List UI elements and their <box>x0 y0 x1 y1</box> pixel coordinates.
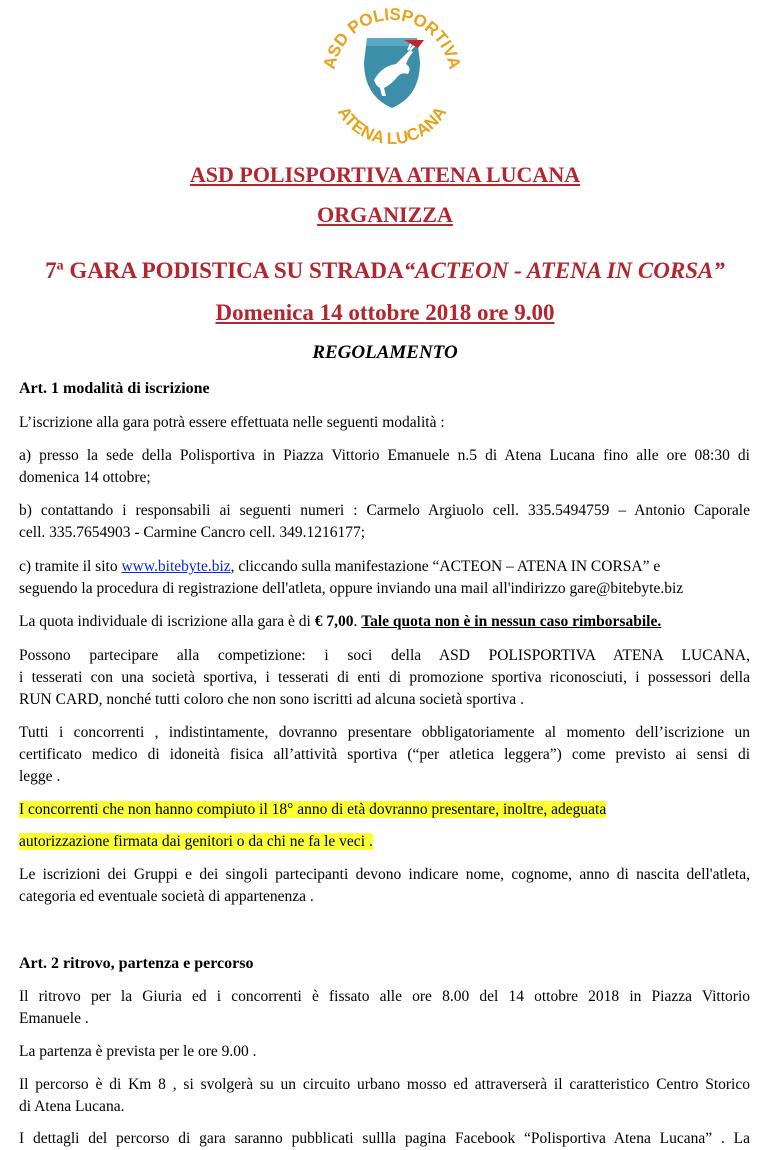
art2-percorso-line1: Il percorso è di Km 8 , si svolgerà su un circuito urbano mosso ed attraverserà il caratteristico Centro Storico <box>19 1076 750 1093</box>
organizza-heading: ORGANIZZA <box>317 202 453 227</box>
quota-prefix: La quota individuale di iscrizione alla gara è di <box>19 613 315 630</box>
art1-option-c-line2: seguendo la procedura di registrazione dell'atleta, oppure inviando una mail all'indirizzo gare@bitebyte.biz <box>19 580 684 597</box>
event-number: 7 <box>45 258 57 283</box>
svg-text:ASD POLISPORTIVA: ASD POLISPORTIVA <box>319 4 465 72</box>
art1-groups-line2: categoria ed eventuale società di appartenenza . <box>19 888 314 905</box>
art2-ritrovo-line2: Emanuele . <box>19 1010 89 1027</box>
art2-dettagli-line1: I dettagli del percorso di gara saranno pubblicati sullla pagina Facebook “Polisportiva Atena Lucana” . La <box>19 1130 750 1147</box>
art1-quota <box>19 611 750 633</box>
art1-certificate-line2: certificato medico di idoneità fisica all’attività sportiva (“per atletica leggera”) come previsto ai sensi di <box>19 746 750 763</box>
art1-option-a-line2: domenica 14 ottobre; <box>19 469 151 486</box>
art2-partenza: La partenza è prevista per le ore 9.00 . <box>19 1043 257 1060</box>
art1-option-c-line1 <box>19 556 750 578</box>
art1-groups-line1: Le iscrizioni dei Gruppi e dei singoli partecipanti devono indicare nome, cognome, anno di nascita dell'atleta, <box>19 866 750 883</box>
event-date-heading: Domenica 14 ottobre 2018 ore 9.00 <box>215 300 555 325</box>
art1-option-a-line1: a) presso la sede della Polisportiva in Piazza Vittorio Emanuele n.5 di Atena Lucana fino alle ore 08:30 di <box>19 447 750 464</box>
polisportiva-logo <box>312 0 472 146</box>
art1-minors-line2 <box>19 831 750 853</box>
quota-value: € 7,00 <box>314 613 354 630</box>
svg-text:ATENA LUCANA: ATENA LUCANA <box>333 103 451 146</box>
art1-option-b-line1: b) contattando i responsabili ai seguenti numeri : Carmelo Argiuolo cell. 335.5494759 – Antonio Caporale <box>19 502 750 519</box>
art1-title: Art. 1 modalità di iscrizione <box>19 380 210 397</box>
art1-participants-line2: i tesserati con una società sportiva, i tesserati di enti di promozione sportiva riconosciuti, i possessori della <box>19 669 750 686</box>
art1-certificate-line1: Tutti i concorrenti , indistintamente, dovranno presentare obbligatoriamente al momento dell’iscrizione un <box>19 724 750 741</box>
event-title: GARA PODISTICA SU STRADA <box>63 258 404 283</box>
event-name: “ACTEON - ATENA IN CORSA” <box>403 258 725 283</box>
quota-sep: . <box>353 613 362 630</box>
option-c-suffix: , cliccando sulla manifestazione “ACTEON – ATENA IN CORSA” e <box>230 558 661 575</box>
option-c-prefix: c) tramite il sito <box>19 558 122 575</box>
art2-ritrovo-line1: Il ritrovo per la Giuria ed i concorrenti è fissato alle ore 8.00 del 14 ottobre 2018 in Piazza Vittorio <box>19 988 750 1005</box>
art1-intro: L’iscrizione alla gara potrà essere effettuata nelle seguenti modalità : <box>19 414 445 431</box>
art1-participants-line3: RUN CARD, nonché tutti coloro che non sono iscritti ad alcuna società sportiva . <box>19 691 524 708</box>
minors-highlight-1: I concorrenti che non hanno compiuto il 18° anno di età dovranno presentare, inoltre, adeguata <box>19 801 607 818</box>
org-name-heading: ASD POLISPORTIVA ATENA LUCANA <box>189 162 581 187</box>
art1-participants-line1: Possono partecipare alla competizione: i soci della ASD POLISPORTIVA ATENA LUCANA, <box>19 647 750 664</box>
art1-certificate-line3: legge . <box>19 768 61 785</box>
art1-minors-line1 <box>19 799 750 821</box>
minors-highlight-2: autorizzazione firmata dai genitori o da chi ne fa le veci . <box>19 833 373 850</box>
regolamento-heading: REGOLAMENTO <box>312 342 458 363</box>
art2-percorso-line2: di Atena Lucana. <box>19 1098 125 1115</box>
quota-note: Tale quota non è in nessun caso rimborsabile. <box>361 613 662 630</box>
event-sup: a <box>56 258 64 274</box>
art2-title: Art. 2 ritrovo, partenza e percorso <box>19 955 254 972</box>
art1-option-b-line2: cell. 335.7654903 - Carmine Cancro cell. 349.1216177; <box>19 524 366 541</box>
bitebyte-link[interactable]: www.bitebyte.biz <box>121 558 231 575</box>
event-title-heading <box>0 258 770 284</box>
